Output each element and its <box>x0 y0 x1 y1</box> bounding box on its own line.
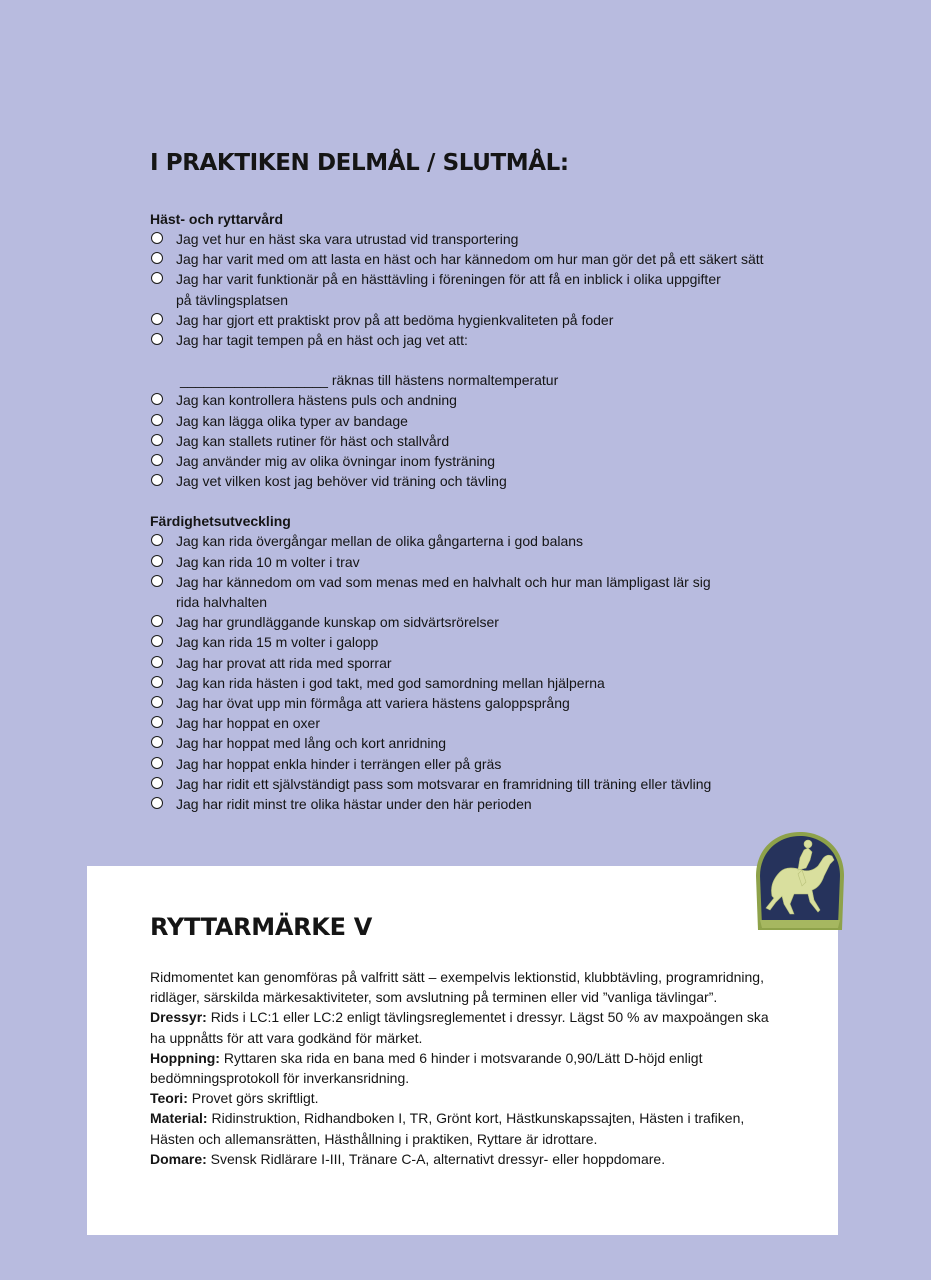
checklist-item: Jag har övat upp min förmåga att variera hästens galoppsprång <box>150 693 850 713</box>
checklist-item: Jag kan rida 10 m volter i trav <box>150 552 850 572</box>
checklist-item: Jag kan rida hästen i god takt, med god samordning mellan hjälperna <box>150 673 850 693</box>
intro-paragraph: Ridmomentet kan genomföras på valfritt sätt – exempelvis lektionstid, klubbtävling, programridning, ridläger, särskilda märkesaktiviteter, som avslutning på terminen eller vid ”vanliga tävlingar”. <box>150 969 764 1006</box>
checklist-item: Jag har hoppat med lång och kort anridning <box>150 733 850 753</box>
checkbox-circle[interactable] <box>151 656 163 668</box>
ryttarmarke-card <box>87 866 838 1235</box>
checkbox-circle[interactable] <box>151 797 163 809</box>
checkbox-circle[interactable] <box>151 232 163 244</box>
checklist-item: Jag har tagit tempen på en häst och jag vet att: <box>150 330 850 350</box>
checklist-item: Jag har hoppat enkla hinder i terrängen eller på gräs <box>150 754 850 774</box>
checklist-item: Jag kan rida 15 m volter i galopp <box>150 632 850 652</box>
checklist-item: Jag har gjort ett praktiskt prov på att bedöma hygienkvaliteten på foder <box>150 310 850 330</box>
checklist-item: Jag kan kontrollera hästens puls och andning <box>150 390 850 410</box>
teori-paragraph: Teori: Provet görs skriftligt. <box>150 1090 319 1107</box>
checkbox-circle[interactable] <box>151 757 163 769</box>
checkbox-circle[interactable] <box>151 716 163 728</box>
checklist-item: Jag vet hur en häst ska vara utrustad vid transportering <box>150 229 850 249</box>
checklist-item: Jag har provat att rida med sporrar <box>150 653 850 673</box>
page-title: I PRAKTIKEN DELMÅL / SLUTMÅL: <box>150 150 569 176</box>
checkbox-circle[interactable] <box>151 474 163 486</box>
checkbox-circle[interactable] <box>151 252 163 264</box>
checklist-item: Jag har ridit minst tre olika hästar under den här perioden <box>150 794 850 814</box>
checkbox-circle[interactable] <box>151 534 163 546</box>
checkbox-circle[interactable] <box>151 777 163 789</box>
checkbox-circle[interactable] <box>151 272 163 284</box>
domare-paragraph: Domare: Svensk Ridlärare I-III, Tränare C-A, alternativt dressyr- eller hoppdomare. <box>150 1150 666 1167</box>
checkbox-circle[interactable] <box>151 454 163 466</box>
section-title-fardighetsutveckling: Färdighetsutveckling <box>150 513 291 530</box>
card-title: RYTTARMÄRKE V <box>150 913 372 941</box>
checkbox-circle[interactable] <box>151 736 163 748</box>
checklist-item: Jag har grundläggande kunskap om sidvärtsrörelser <box>150 612 850 632</box>
checkbox-circle[interactable] <box>151 575 163 587</box>
checkbox-circle[interactable] <box>151 333 163 345</box>
hoppning-paragraph: Hoppning: Ryttaren ska rida en bana med 6 hinder i motsvarande 0,90/Lätt D-höjd enligt bedömningsprotokoll för inverkansridning. <box>150 1049 703 1087</box>
checkbox-circle[interactable] <box>151 676 163 688</box>
checklist-item: Jag kan lägga olika typer av bandage <box>150 411 850 431</box>
checklist-item: Jag har varit funktionär på en hästtävling i föreningen för att få en inblick i olika uppgifter på tävlingsplatsen <box>150 269 850 309</box>
checkbox-circle[interactable] <box>151 635 163 647</box>
checklist-item: Jag kan rida övergångar mellan de olika gångarterna i god balans <box>150 531 850 551</box>
checklist-item: Jag kan stallets rutiner för häst och stallvård <box>150 431 850 451</box>
checklist-item: Jag har varit med om att lasta en häst och har kännedom om hur man gör det på ett säkert sätt <box>150 249 850 269</box>
horse-rider-badge-icon <box>748 826 852 938</box>
checklist-item: Jag har hoppat en oxer <box>150 713 850 733</box>
checklist-item: Jag har kännedom om vad som menas med en halvhalt och hur man lämpligast lär sig rida halvhalten <box>150 572 850 612</box>
checkbox-circle[interactable] <box>151 393 163 405</box>
temperature-fill-in-line: ___________________ räknas till hästens normaltemperatur <box>180 372 559 389</box>
checkbox-circle[interactable] <box>151 615 163 627</box>
checklist-item: Jag använder mig av olika övningar inom fysträning <box>150 451 850 471</box>
dressyr-paragraph: Dressyr: Rids i LC:1 eller LC:2 enligt tävlingsreglementet i dressyr. Lägst 50 % av maxpoängen ska ha uppnåtts för att vara godkänd för märket. <box>150 1009 769 1046</box>
checkbox-circle[interactable] <box>151 434 163 446</box>
material-paragraph: Material: Ridinstruktion, Ridhandboken I, TR, Grönt kort, Hästkunskapssajten, Hästen i trafiken, Hästen och allemansrätten, Hästhållning i praktiken, Ryttare är idrottare. <box>150 1110 745 1147</box>
checklist-item: Jag har ridit ett självständigt pass som motsvarar en framridning till träning eller tävling <box>150 774 850 794</box>
checkbox-circle[interactable] <box>151 696 163 708</box>
checkbox-circle[interactable] <box>151 313 163 325</box>
section-title-hast-och-ryttarvard: Häst- och ryttarvård <box>150 211 284 227</box>
practice-section <box>150 148 850 814</box>
checklist-item: Jag vet vilken kost jag behöver vid träning och tävling <box>150 471 850 491</box>
checkbox-circle[interactable] <box>151 555 163 567</box>
checkbox-circle[interactable] <box>151 414 163 426</box>
